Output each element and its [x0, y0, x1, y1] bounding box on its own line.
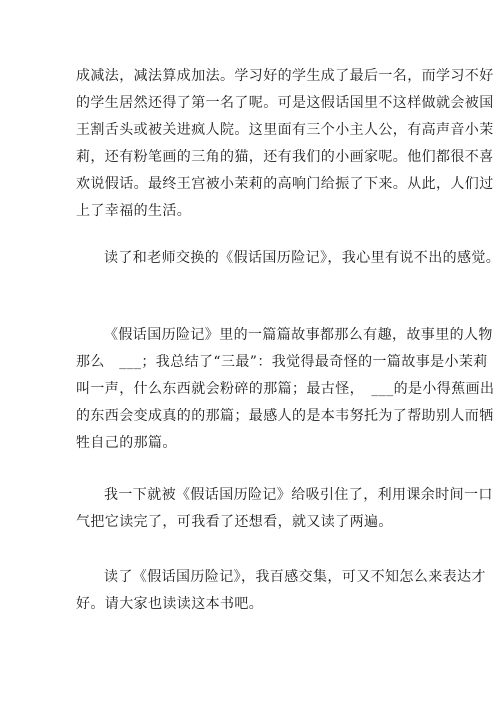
paragraph-1-line-2: 的学生居然还得了第一名了呢。可是这假话国里不这样做就会被国 [76, 95, 494, 111]
paragraph-3-line-2: 那么 ___；我总结了“三最”：我觉得最奇怪的一篇故事是小茉莉 [76, 354, 488, 370]
paragraph-3-line-1: 《假话国历险记》里的一篇篇故事都那么有趣，故事里的人物 [104, 327, 493, 343]
paragraph-5-line-2: 好。请大家也读读这本书吧。 [76, 596, 264, 612]
paragraph-1-line-6: 上了幸福的生活。 [76, 203, 192, 219]
paragraph-5-line-1: 读了《假话国历险记》，我百感交集，可又不知怎么来表达才 [104, 569, 486, 585]
paragraph-4-line-2: 气把它读完了，可我看了还想看，就又读了两遍。 [76, 514, 393, 530]
paragraph-1-line-1: 成减法，减法算成加法。学习好的学生成了最后一名，而学习不好 [76, 68, 494, 84]
paragraph-4-line-1: 我一下就被《假话国历险记》给吸引住了，利用课余时间一口 [104, 487, 493, 503]
paragraph-1-line-5: 欢说假话。最终王宫被小茉莉的高响门给振了下来。从此，人们过 [76, 176, 494, 192]
paragraph-2-line-1: 读了和老师交换的《假话国历险记》，我心里有说不出的感觉。 [104, 250, 500, 266]
paragraph-1-line-4: 莉，还有粉笔画的三角的猫，还有我们的小画家呢。他们都很不喜 [76, 149, 494, 165]
paragraph-1-line-3: 王割舌头或被关进疯人院。这里面有三个小主人公，有高声音小茉 [76, 122, 494, 138]
paragraph-3-line-5: 牲自己的那篇。 [76, 435, 177, 451]
paragraph-3-line-3: 叫一声，什么东西就会粉碎的那篇；最古怪， ___的是小得蕉画出 [76, 381, 495, 397]
paragraph-3-line-4: 的东西会变成真的的那篇；最感人的是本韦努托为了帮助别人而牺 [76, 408, 494, 424]
